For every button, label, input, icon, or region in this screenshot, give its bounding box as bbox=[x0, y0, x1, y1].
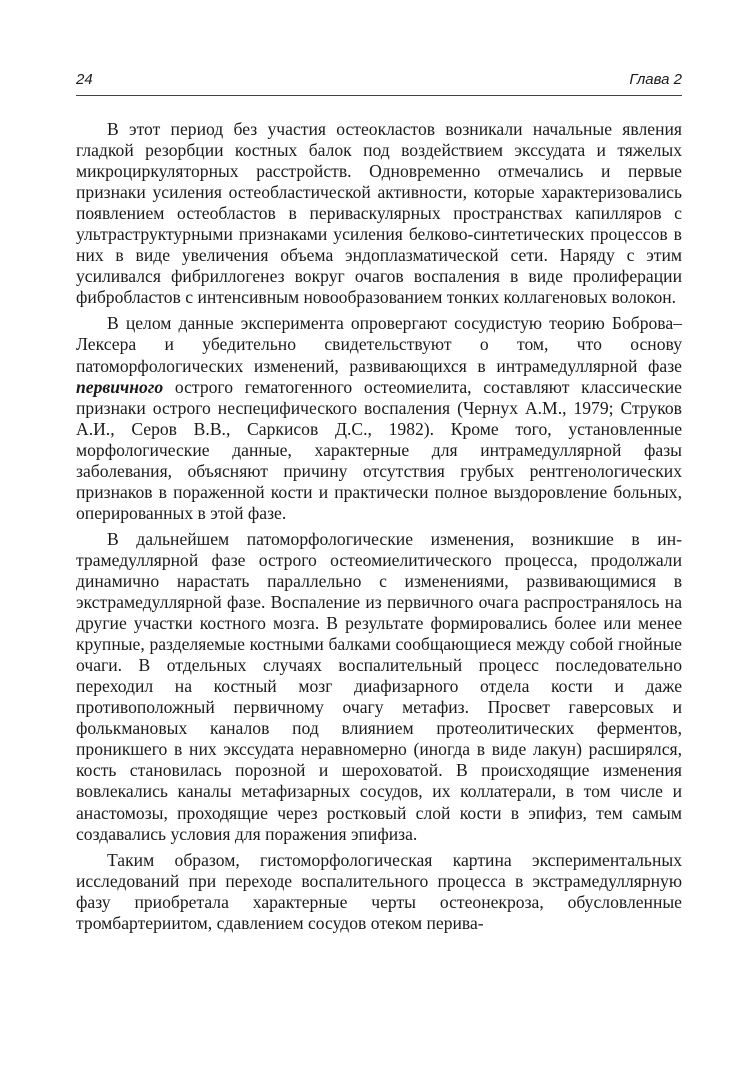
body-text bbox=[76, 119, 682, 934]
paragraph: В этот период без участия остеокластов возникали начальные явления гладкой резорбции костных балок под воздействием экссудата и тяжелых микроциркуляторных расстройств. Одновременно отмечались и первые признаки усиления остеобластической активности, которые характеризовались появлением остеобластов в периваскулярных пространствах капилляров с ультраструктурными признаками усиления белково-синтетических процессов в них в виде увеличения объема эндоплазматической сети. Наряду с этим усиливался фибриллогенез вокруг очагов воспаления в виде пролиферации фибробластов с интенсивным новообразованием тонких коллагеновых волокон. bbox=[76, 119, 682, 308]
paragraph: В дальнейшем патоморфологические изменения, возникшие в интрамедуллярной фазе острого остеомиелитического процесса, продолжали динамично нарастать параллельно с изменениями, развивающимися в экстрамедуллярной фазе. Воспаление из первичного очага распространялось на другие участки костного мозга. В результате формировались более или менее крупные, разделяемые костными балками сообщающиеся между собой гнойные очаги. В отдельных случаях воспалительный процесс последовательно переходил на костный мозг диафизарного отдела кости и даже противоположный первичному очагу метафиз. Просвет гаверсовых и фолькмановых каналов под влиянием протеолитических ферментов, проникшего в них экссудата неравномерно (иногда в виде лакун) расширялся, кость становилась порозной и шероховатой. В происходящие изменения вовлекались каналы метафизарных сосудов, их коллатерали, в том числе и анастомозы, проходящие через ростковый слой кости в эпифиз, тем самым создавались условия для поражения эпифиза. bbox=[76, 528, 682, 844]
paragraph-text: острого гематогенного остеомиелита, составляют классические признаки острого неспецифического воспаления (Чернух А.М., 1979; Струков А.И., Серов В.В., Саркисов Д.С., 1982). Кроме того, установленные морфологические данные, характерные для интрамедуллярной фазы заболевания, объясняют причину отсутствия грубых рентгенологических признаков в пораженной кости и практически полное выздоровление больных, оперированных в этой фазе. bbox=[76, 376, 682, 523]
paragraph: Таким образом, гистоморфологическая картина экспериментальных исследований при переходе воспалительного процесса в экстрамедуллярную фазу приобретала характерные черты остеонекроза, обусловленные тромбартериитом, сдавлением сосудов отеком перива- bbox=[76, 849, 682, 933]
header-rule bbox=[76, 95, 682, 96]
running-header bbox=[76, 68, 682, 92]
page-number: 24 bbox=[76, 71, 93, 88]
paragraph bbox=[76, 313, 682, 523]
chapter-title: Глава 2 bbox=[629, 71, 682, 88]
paragraph-text: В целом данные эксперимента опровергают сосудистую теорию Боброва–Лексера и убедительно свидетельствуют о том, что основу патоморфологических изменений, развивающихся в интрамедуллярной фазе bbox=[76, 313, 682, 376]
emphasized-term: первичного bbox=[76, 376, 164, 397]
